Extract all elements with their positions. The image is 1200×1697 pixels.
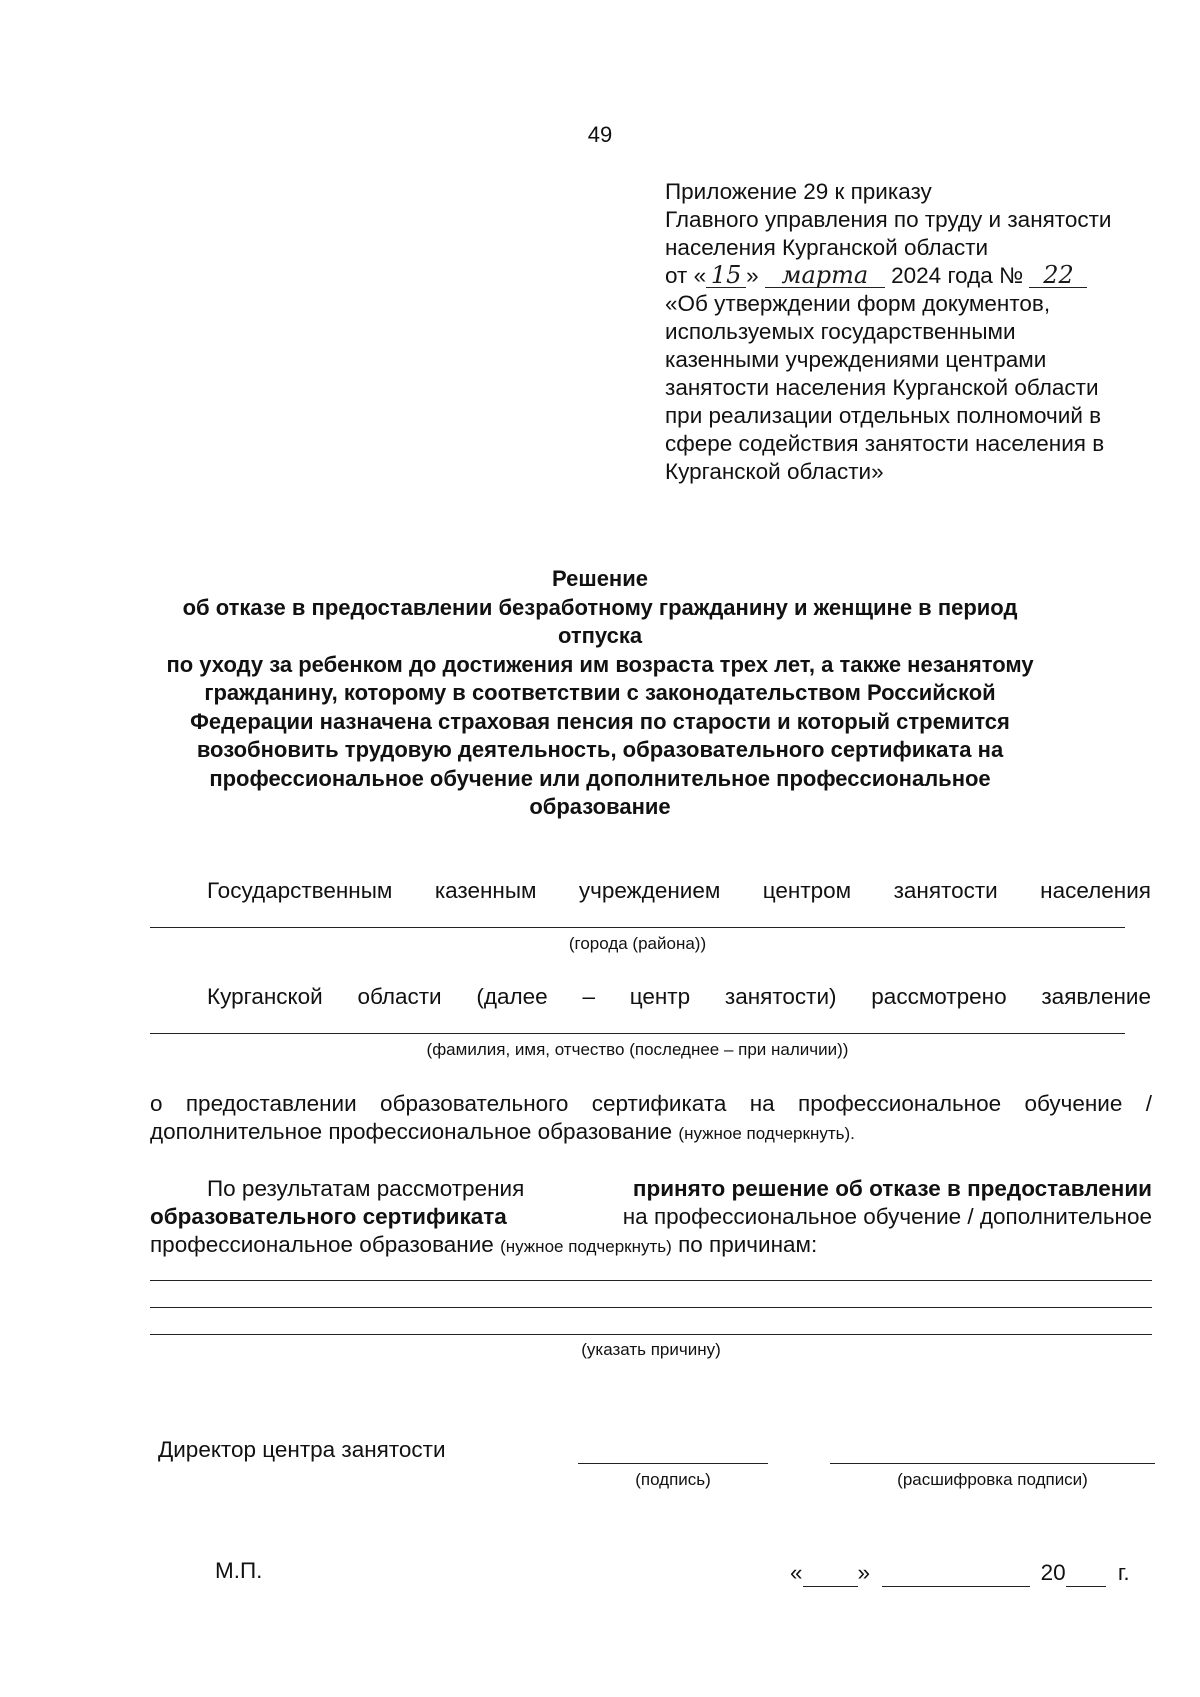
annex-line: казенными учреждениями центрами [665, 347, 1047, 372]
annex-line: Курганской области» [665, 459, 884, 484]
word: Курганской [207, 984, 323, 1009]
annex-line: Главного управления по труду и занятости [665, 207, 1112, 232]
para-bold: принято решение об отказе в предоставлении [632, 1176, 1152, 1201]
stamp-label: М.П. [215, 1558, 263, 1583]
para-text: о предоставлении образовательного сертификата на профессиональное обучение / [150, 1091, 1152, 1116]
date-prefix: от « [665, 263, 707, 288]
director-label: Директор центра занятости [158, 1437, 446, 1462]
word: – [582, 984, 595, 1009]
fill-line-applicant-name[interactable] [150, 1033, 1125, 1034]
para-note: (нужное подчеркнуть). [678, 1124, 855, 1143]
date-close: » [746, 263, 759, 288]
day-blank[interactable] [803, 1560, 858, 1587]
handwritten-day: 15 [706, 263, 746, 288]
annex-line: при реализации отдельных полномочий в [665, 403, 1102, 428]
title-heading: Решение [552, 566, 648, 591]
title-line: образование [529, 794, 671, 819]
annex-line: используемых государственными [665, 319, 1016, 344]
word: заявление [1041, 984, 1151, 1009]
handwritten-month: марта [765, 263, 885, 288]
para-text: По результатам рассмотрения [207, 1176, 525, 1201]
para-text: по причинам: [678, 1232, 818, 1257]
annex-block [665, 178, 1175, 486]
para-text: на профессиональное обучение / дополнительное [622, 1204, 1152, 1229]
paragraph-decision [150, 1175, 1152, 1261]
title-line: возобновить трудовую деятельность, образовательного сертификата на [196, 737, 1004, 762]
fill-line-reason-2[interactable] [150, 1307, 1152, 1308]
handwritten-order-number: 22 [1029, 263, 1087, 288]
fill-line-reason-3[interactable] [150, 1334, 1152, 1335]
word: казенным [434, 878, 537, 903]
annex-line: занятости населения Курганской области [665, 375, 1099, 400]
document-title [150, 565, 1050, 822]
para-note: (нужное подчеркнуть) [500, 1237, 672, 1256]
word: населения [1040, 878, 1151, 903]
caption-reason: (указать причину) [581, 1340, 721, 1359]
year-blank[interactable] [1066, 1560, 1106, 1587]
date-open-quote: « [790, 1560, 803, 1585]
word: учреждением [578, 878, 721, 903]
body-line-region [207, 984, 1151, 1010]
signature-line[interactable] [578, 1463, 768, 1464]
title-line: Федерации назначена страховая пенсия по старости и который стремится [190, 708, 1010, 734]
word: Государственным [207, 878, 393, 903]
annex-line: сфере содействия занятости населения в [665, 431, 1105, 456]
para-text: дополнительное профессиональное образование [150, 1119, 673, 1144]
word: (далее [476, 984, 548, 1009]
page-number: 49 [587, 122, 613, 147]
word: центром [762, 878, 852, 903]
word: рассмотрено [871, 984, 1007, 1009]
signature-decode-caption: (расшифровка подписи) [897, 1470, 1088, 1489]
word: занятости) [724, 984, 837, 1009]
fill-line-reason-1[interactable] [150, 1280, 1152, 1281]
title-line: отпуска [557, 623, 643, 648]
year-text: 2024 года № [891, 263, 1024, 288]
fill-line-city[interactable] [150, 927, 1125, 928]
caption-applicant-name: (фамилия, имя, отчество (последнее – при наличии)) [426, 1040, 849, 1059]
paragraph-application [150, 1090, 1152, 1148]
year-suffix: г. [1117, 1560, 1130, 1585]
para-text: профессиональное образование [150, 1232, 494, 1257]
year-prefix: 20 [1040, 1560, 1066, 1585]
para-bold: образовательного сертификата [150, 1204, 507, 1229]
word: области [357, 984, 442, 1009]
annex-line: населения Курганской области [665, 235, 989, 260]
title-line: гражданину, которому в соответствии с законодательством Российской [204, 680, 996, 705]
title-line: по уходу за ребенком до достижения им возраста трех лет, а также незанятому [166, 651, 1034, 677]
signature-decode-line[interactable] [830, 1463, 1155, 1464]
date-field [790, 1560, 1130, 1587]
title-line: об отказе в предоставлении безработному гражданину и женщине в период [182, 594, 1018, 620]
caption-city: (города (района)) [568, 934, 707, 953]
date-close-quote: » [857, 1560, 871, 1585]
title-line: профессиональное обучение или дополнительное профессиональное [209, 765, 991, 791]
month-blank[interactable] [882, 1560, 1030, 1587]
word: занятости [893, 878, 998, 903]
annex-line: Приложение 29 к приказу [665, 179, 932, 204]
body-line-center [207, 878, 1151, 904]
annex-line: «Об утверждении форм документов, [665, 291, 1051, 316]
signature-caption: (подпись) [635, 1470, 711, 1489]
annex-date-line [665, 262, 1175, 290]
word: центр [629, 984, 691, 1009]
